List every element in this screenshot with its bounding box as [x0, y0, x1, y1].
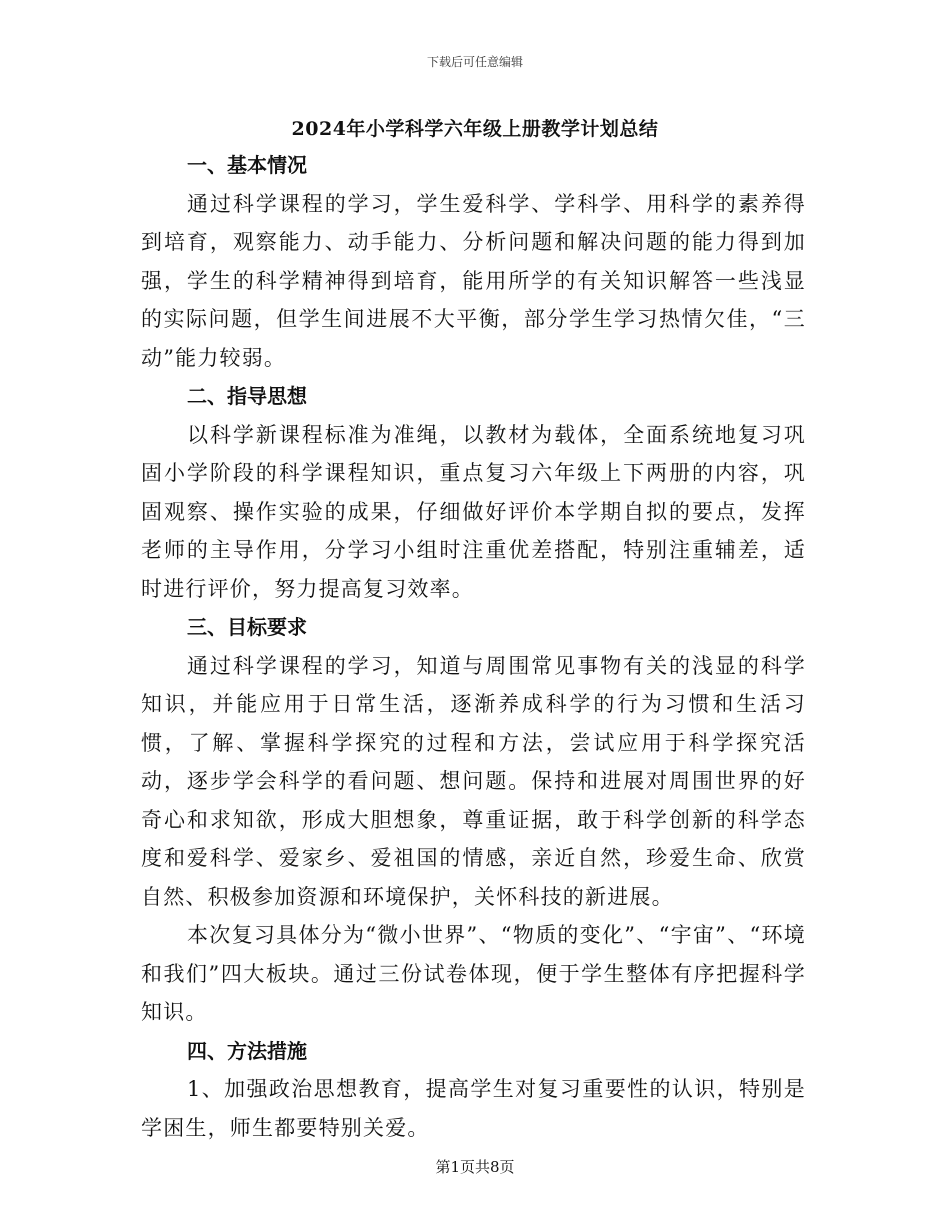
document-title: 2024年小学科学六年级上册教学计划总结 [291, 118, 659, 140]
page-header-note: 下载后可任意编辑 [426, 55, 523, 69]
section-basic-situation [141, 146, 806, 377]
paragraph: 通过科学课程的学习，知道与周围常见事物有关的浅显的科学知识，并能应用于日常生活，逐渐养成科学的行为习惯和生活习惯，了解、掌握科学探究的过程和方法，尝试应用于科学探究活动，逐步学会科学的看问题、想问题。保持和进展对周围世界的好奇心和求知欲，形成大胆想象，尊重证据，敢于科学创新的科学态度和爱科学、爱家乡、爱祖国的情感，亲近自然，珍爱生命、欣赏自然、积极参加资源和环境保护，关怀科技的新进展。 [141, 653, 806, 909]
paragraph: 本次复习具体分为“微小世界”、“物质的变化”、“宇宙”、“环境和我们”四大板块。通过三份试卷体现，便于学生整体有序把握科学知识。 [141, 923, 806, 1024]
section-heading: 三、目标要求 [187, 615, 307, 639]
section-heading: 四、方法措施 [187, 1038, 307, 1063]
paragraph: 通过科学课程的学习，学生爱科学、学科学、用科学的素养得到培育，观察能力、动手能力、分析问题和解决问题的能力得到加强，学生的科学精神得到培育，能用所学的有关知识解答一些浅显的实际问题，但学生间进展不大平衡，部分学生学习热情欠佳，“三动”能力较弱。 [141, 191, 806, 370]
section-heading: 二、指导思想 [187, 384, 307, 408]
section-methods [141, 1032, 806, 1148]
document-body [141, 146, 806, 1147]
paragraph: 1、加强政治思想教育，提高学生对复习重要性的认识，特别是学困生，师生都要特别关爱。 [141, 1077, 806, 1140]
paragraph: 以科学新课程标准为准绳，以教材为载体，全面系统地复习巩固小学阶段的科学课程知识，重点复习六年级上下两册的内容，巩固观察、操作实验的成果，仔细做好评价本学期自拟的要点，发挥老师的主导作用，分学习小组时注重优差搭配，特别注重辅差，适时进行评价，努力提高复习效率。 [141, 422, 806, 601]
section-goals [141, 608, 806, 1032]
page-number: 第1页共8页 [435, 1158, 515, 1176]
section-guiding-ideology [141, 377, 806, 608]
section-heading: 一、基本情况 [187, 153, 307, 177]
